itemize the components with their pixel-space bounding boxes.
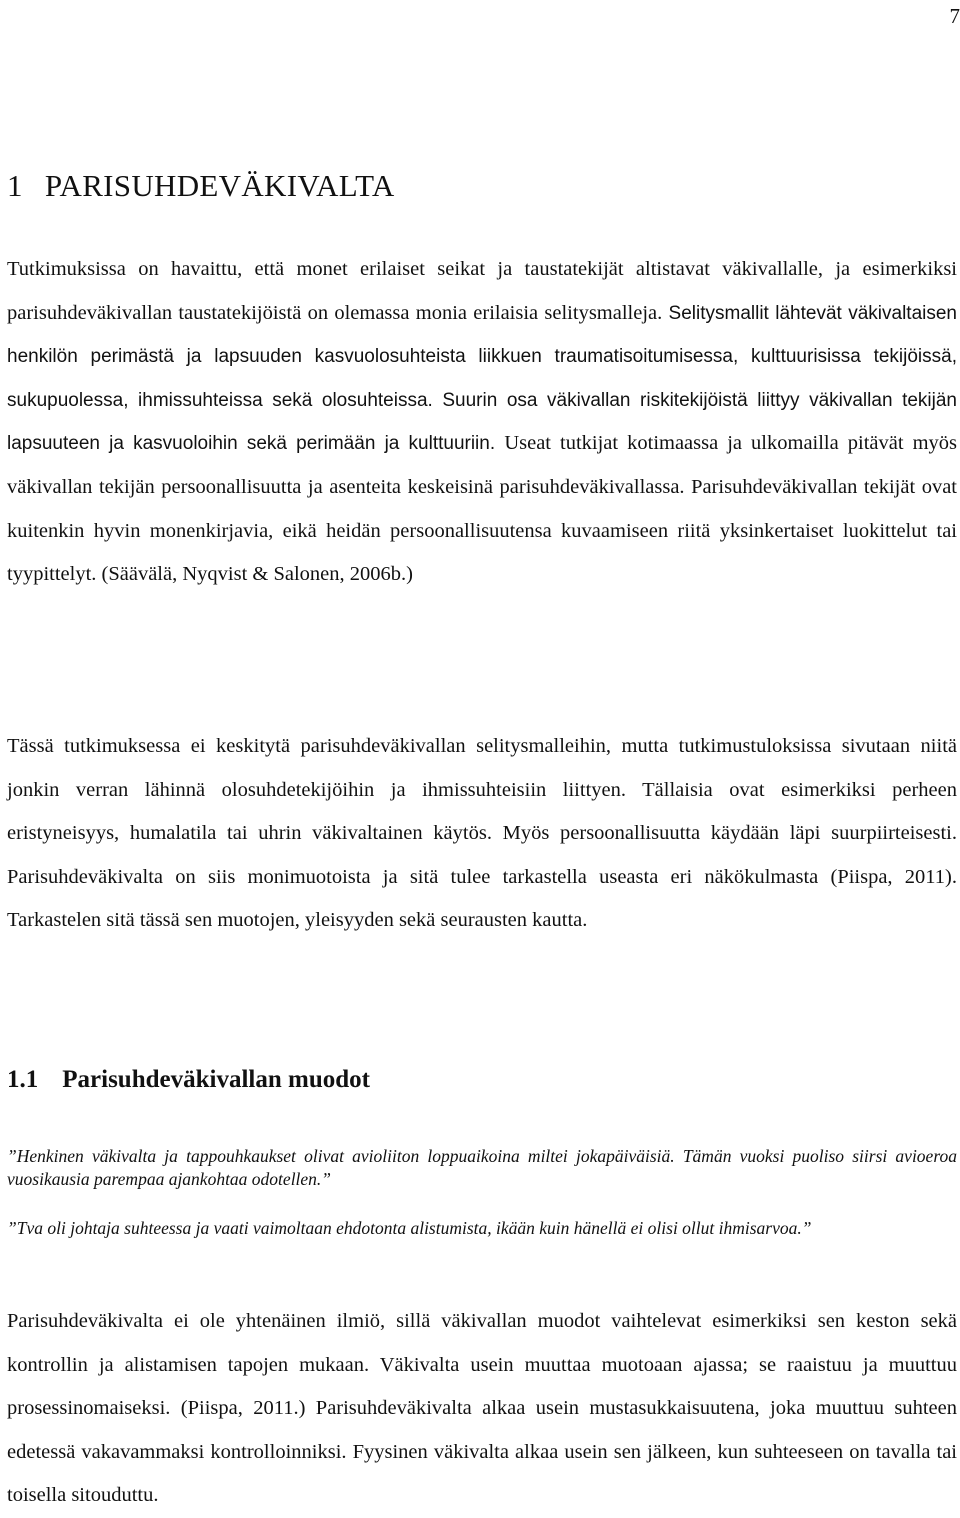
section-number: 1.1 (7, 1066, 38, 1093)
chapter-title-text: PARISUHDEVÄKIVALTA (45, 168, 395, 203)
paragraph-1-part-3: Useat tutkijat kotimaassa ja ulkomailla pitävät myös väkivallan tekijän persoonallisuutta ja asenteita keskeisinä parisuhdeväkivallassa. Parisuhdeväkivallan tekijät ovat kuitenkin hyvin monenkirjavia, eikä heidän persoonallisuutensa kuvaamiseen riitä yksinkertaiset luokittelut tai tyypittelyt. (7, 432, 957, 585)
paragraph-1-citation: (Säävälä, Nyqvist & Salonen, 2006b.) (102, 563, 413, 585)
quote-2: ”Tva oli johtaja suhteessa ja vaati vaimoltaan ehdotonta alistumista, ikään kuin hänellä ei olisi ollut ihmisarvoa.” (7, 1217, 957, 1240)
chapter-number: 1 (7, 168, 23, 203)
chapter-title (7, 160, 395, 212)
section-title-text: Parisuhdeväkivallan muodot (62, 1066, 370, 1093)
paragraph-1-part-1: Tutkimuksissa on havaittu, että monet erilaiset seikat ja taustatekijät altistavat väkivallalle, ja esimerkiksi parisuhdeväkivallan taustatekijöistä on olemassa monia erilaisia selitysmalleja. (7, 258, 957, 324)
body-paragraph-1 (7, 248, 957, 597)
body-paragraph-2: Tässä tutkimuksessa ei keskitytä parisuhdeväkivallan selitysmalleihin, mutta tutkimustuloksissa sivutaan niitä jonkin verran lähinnä olosuhdetekijöihin ja ihmissuhteisiin liittyen. Tällaisia ovat esimerkiksi perheen eristyneisyys, humalatila tai uhrin väkivaltainen käytös. Myös persoonallisuutta käydään läpi suurpiirteisesti. Parisuhdeväkivalta on siis monimuotoista ja sitä tulee tarkastella useasta eri näkökulmasta (Piispa, 2011). Tarkastelen sitä tässä sen muotojen, yleisyyden sekä seurausten kautta. (7, 725, 957, 943)
page-number: 7 (950, 0, 960, 32)
section-title (7, 1060, 370, 1100)
paragraph-1-part-2: Selitysmallit lähtevät väkivaltaisen henkilön perimästä ja lapsuuden kasvuolosuhteista liikkuen traumatisoitumisessa, kulttuurisissa tekijöissä, sukupuolessa, ihmissuhteissa sekä olosuhteissa. Suurin osa väkivallan riskitekijöistä liittyy väkivallan tekijän lapsuuteen ja kasvuoloihin sekä perimään ja kulttuuriin. (7, 303, 957, 455)
body-paragraph-3: Parisuhdeväkivalta ei ole yhtenäinen ilmiö, sillä väkivallan muodot vaihtelevat esimerkiksi sen keston sekä kontrollin ja alistamisen tapojen mukaan. Väkivalta usein muuttaa muotoaan ajassa; se raaistuu ja muuttuu prosessinomaiseksi. (Piispa, 2011.) Parisuhdeväkivalta alkaa usein mustasukkaisuutena, joka muuttuu suhteen edetessä vakavammaksi kontrolloinniksi. Fyysinen väkivalta alkaa usein sen jälkeen, kun suhteeseen on tavalla tai toisella sitouduttu. (7, 1300, 957, 1518)
quote-1: ”Henkinen väkivalta ja tappouhkaukset olivat avioliiton loppuaikoina miltei jokapäiväisiä. Tämän vuoksi puoliso siirsi avioeroa vuosikausia parempaa ajankohtaa odotellen.” (7, 1145, 957, 1191)
